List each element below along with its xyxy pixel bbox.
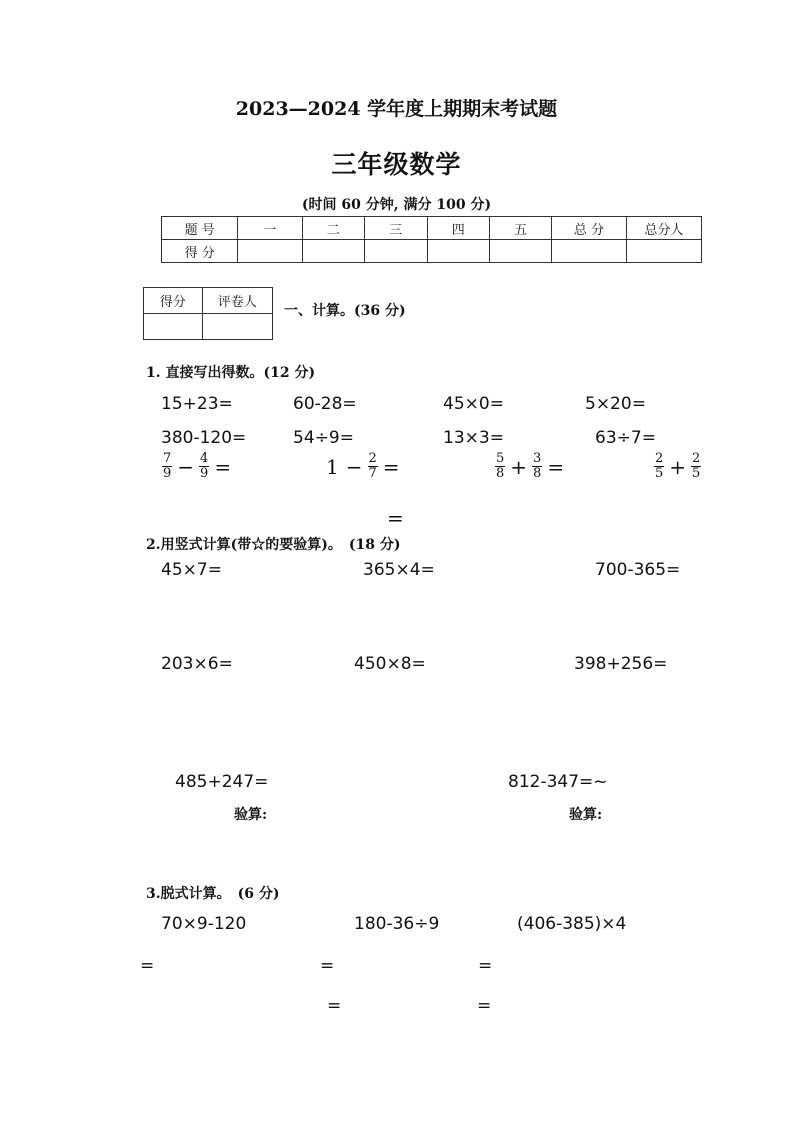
oral-problem: 54÷9= bbox=[293, 428, 354, 448]
score-cell[interactable] bbox=[489, 240, 551, 263]
fraction-problem bbox=[162, 452, 233, 481]
vertical-problem: 700-365= bbox=[595, 560, 681, 580]
fraction-problem bbox=[654, 452, 701, 481]
check-label: 验算: bbox=[569, 807, 603, 823]
part2-title: 2.用竖式计算(带☆的要验算)。 (18 分) bbox=[146, 537, 401, 553]
grader-name-label: 评卷人 bbox=[202, 288, 272, 314]
numerator: 7 bbox=[163, 451, 172, 466]
score-table-score-row bbox=[162, 240, 702, 263]
numerator: 2 bbox=[368, 451, 377, 466]
numerator: 5 bbox=[496, 451, 505, 466]
fraction bbox=[532, 452, 542, 481]
equals-sign: = bbox=[214, 454, 232, 479]
exam-title: 2023—2024 学年度上期期末考试题 bbox=[235, 98, 558, 120]
grader-score-cell[interactable] bbox=[144, 314, 203, 340]
check-label: 验算: bbox=[234, 807, 268, 823]
oral-problem: 45×0= bbox=[443, 394, 504, 414]
score-table-header-row bbox=[162, 217, 702, 240]
score-table bbox=[161, 216, 702, 263]
fraction bbox=[199, 452, 209, 481]
whole-number: 1 bbox=[326, 454, 339, 479]
denominator: 9 bbox=[163, 466, 172, 481]
oral-problem: 380-120= bbox=[161, 428, 247, 448]
denominator: 5 bbox=[655, 466, 664, 481]
score-row-label: 得 分 bbox=[162, 240, 238, 263]
oral-problem: 13×3= bbox=[443, 428, 504, 448]
score-header-cell: 总 分 bbox=[552, 217, 626, 240]
equals-sign: = bbox=[477, 996, 492, 1016]
vertical-problem: 203×6= bbox=[161, 654, 233, 674]
denominator: 5 bbox=[692, 466, 701, 481]
oral-problem: 5×20= bbox=[585, 394, 646, 414]
stray-equals-sign: = bbox=[387, 506, 404, 530]
equals-sign: = bbox=[478, 956, 493, 976]
fraction bbox=[162, 452, 172, 481]
vertical-problem: 485+247= bbox=[175, 772, 269, 792]
equals-sign: = bbox=[320, 956, 335, 976]
grader-score-label: 得分 bbox=[144, 288, 203, 314]
score-header-cell: 一 bbox=[238, 217, 302, 240]
score-cell[interactable] bbox=[302, 240, 364, 263]
subject-title: 三年级数学 bbox=[331, 150, 462, 179]
part3-title: 3.脱式计算。 (6 分) bbox=[146, 886, 280, 902]
operator: − bbox=[177, 454, 195, 479]
stepwise-problem: 180-36÷9 bbox=[354, 914, 440, 934]
denominator: 7 bbox=[368, 466, 377, 481]
vertical-problem: 45×7= bbox=[161, 560, 222, 580]
denominator: 9 bbox=[200, 466, 209, 481]
grader-name-cell[interactable] bbox=[202, 314, 272, 340]
score-cell[interactable] bbox=[552, 240, 626, 263]
fraction bbox=[495, 452, 505, 481]
score-header-cell: 总分人 bbox=[626, 217, 701, 240]
equals-sign: = bbox=[547, 454, 565, 479]
denominator: 8 bbox=[496, 466, 505, 481]
time-note: (时间 60 分钟, 满分 100 分) bbox=[301, 197, 492, 213]
operator: + bbox=[669, 454, 687, 479]
operator: + bbox=[510, 454, 528, 479]
numerator: 4 bbox=[200, 451, 209, 466]
grader-table bbox=[143, 287, 273, 340]
score-header-cell: 四 bbox=[427, 217, 489, 240]
fraction bbox=[691, 452, 701, 481]
stepwise-problem: 70×9-120 bbox=[161, 914, 247, 934]
score-header-cell: 题 号 bbox=[162, 217, 238, 240]
score-header-cell: 三 bbox=[365, 217, 427, 240]
fraction-problem bbox=[495, 452, 566, 481]
score-cell[interactable] bbox=[626, 240, 701, 263]
section1-title: 一、计算。(36 分) bbox=[284, 303, 406, 319]
vertical-problem: 398+256= bbox=[574, 654, 668, 674]
score-cell[interactable] bbox=[365, 240, 427, 263]
fraction-problem bbox=[324, 452, 402, 481]
fraction bbox=[368, 452, 378, 481]
oral-problem: 15+23= bbox=[161, 394, 233, 414]
fraction bbox=[654, 452, 664, 481]
part1-title: 1. 直接写出得数。(12 分) bbox=[146, 365, 316, 381]
equals-sign: = bbox=[382, 454, 400, 479]
operator: − bbox=[345, 454, 363, 479]
numerator: 3 bbox=[533, 451, 542, 466]
score-header-cell: 五 bbox=[489, 217, 551, 240]
numerator: 2 bbox=[655, 451, 664, 466]
equals-sign: = bbox=[140, 956, 155, 976]
vertical-problem: 365×4= bbox=[363, 560, 435, 580]
score-header-cell: 二 bbox=[302, 217, 364, 240]
vertical-problem: 450×8= bbox=[354, 654, 426, 674]
oral-problem: 63÷7= bbox=[595, 428, 656, 448]
score-cell[interactable] bbox=[427, 240, 489, 263]
score-cell[interactable] bbox=[238, 240, 302, 263]
stepwise-problem: (406-385)×4 bbox=[517, 914, 627, 934]
oral-problem: 60-28= bbox=[293, 394, 357, 414]
numerator: 2 bbox=[692, 451, 701, 466]
vertical-problem: 812-347=~ bbox=[508, 772, 608, 792]
denominator: 8 bbox=[533, 466, 542, 481]
equals-sign: = bbox=[327, 996, 342, 1016]
